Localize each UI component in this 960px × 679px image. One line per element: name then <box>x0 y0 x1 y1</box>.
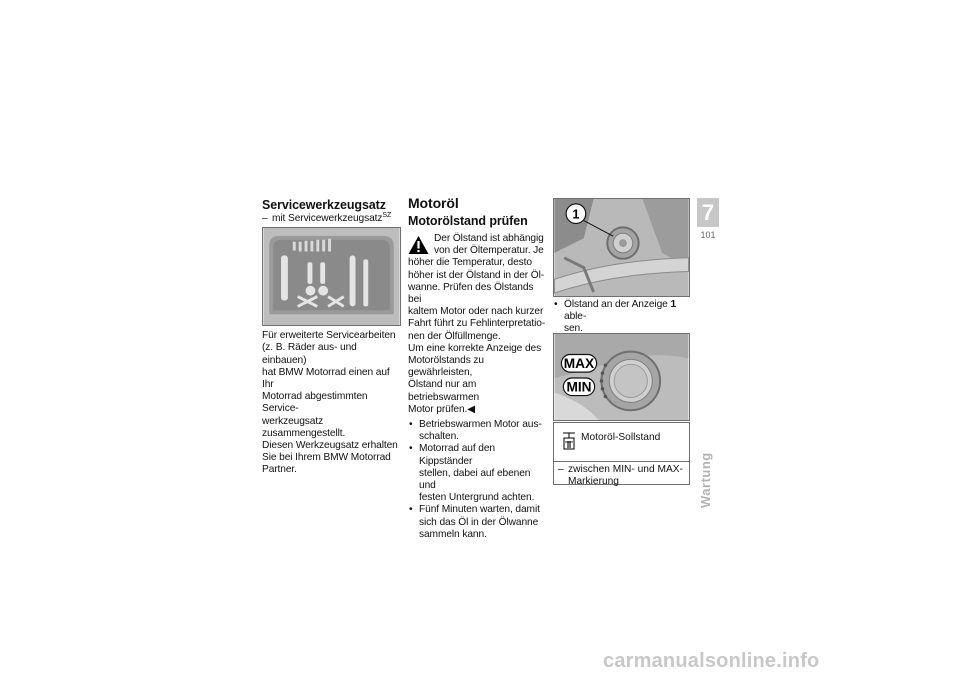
heading-servicewerkzeugsatz: Servicewerkzeugsatz <box>262 198 386 212</box>
equipment-note: – mit Servicewerkzeugsatz$^{SZ}$ <box>262 212 392 224</box>
warning-block: Der Ölstand ist abhängig von der Öltemperatur. Je höher die Temperatur, desto höher ist der Ölstand in der Öl- wanne. Prüfen des Ölstands bei kaltem Motor oder nach kurzer Fahrt führt zu Fehlinterpretatio- nen der Ölfüllmenge. <box>408 233 546 342</box>
max-label: MAX <box>563 356 595 372</box>
chapter-sidebar <box>697 198 719 508</box>
spec-table-oil-level <box>553 422 690 485</box>
warning-icon <box>408 235 429 255</box>
spec-title: Motoröl-Sollstand <box>581 432 661 443</box>
oil-dipstick-icon <box>562 432 576 450</box>
chapter-title: Wartung <box>698 452 713 508</box>
column-engine-oil <box>408 195 546 541</box>
chapter-number: 7 <box>701 199 715 225</box>
spec-value: – zwischen MIN- und MAX- Markierung <box>558 464 683 487</box>
list-item: • Betriebswarmen Motor aus- schalten. <box>408 419 546 443</box>
step-read-gauge: • Ölstand an der Anzeige 1 able- sen. <box>553 299 690 336</box>
page-number: 101 <box>700 230 716 240</box>
steps-list <box>408 419 546 541</box>
list-item: • Fünf Minuten warten, damit sich das Öl in der Ölwanne sammeln kann. <box>408 504 546 541</box>
oil-check-paragraph: Um eine korrekte Anzeige des Motorölstands zu gewährleisten, Ölstand nur am betriebswarmen Motor prüfen.◀ <box>408 342 542 415</box>
oil-sight-glass-photo <box>553 198 690 297</box>
watermark: carmanualsonline.info <box>603 650 820 672</box>
min-max-marking-photo <box>553 333 690 421</box>
heading-oil-level-check: Motorölstand prüfen <box>408 214 528 228</box>
heading-motoroel: Motoröl <box>408 195 459 211</box>
chapter-number-box <box>697 198 719 227</box>
min-label: MIN <box>566 379 592 395</box>
callout-1: 1 <box>572 206 580 222</box>
service-tools-paragraph: Für erweiterte Servicearbeiten (z. B. Räder aus- und einbauen) hat BMW Motorrad einen auf Ihr Motorrad abgestimmten Service- werkzeugsatz zusammengestellt. Diesen Werkzeugsatz erhalten Sie bei Ihrem BMW Motorrad Partner. <box>262 330 398 476</box>
list-item: • Motorrad auf den Kippständer stellen, dabei auf ebenen und festen Untergrund achten. <box>408 443 546 504</box>
equipment-code: SZ <box>382 212 392 219</box>
toolkit-image <box>262 227 401 326</box>
column-service-tools <box>262 198 402 477</box>
equipment-note-text: mit Servicewerkzeugsatz$^{SZ}$ <box>272 212 392 224</box>
